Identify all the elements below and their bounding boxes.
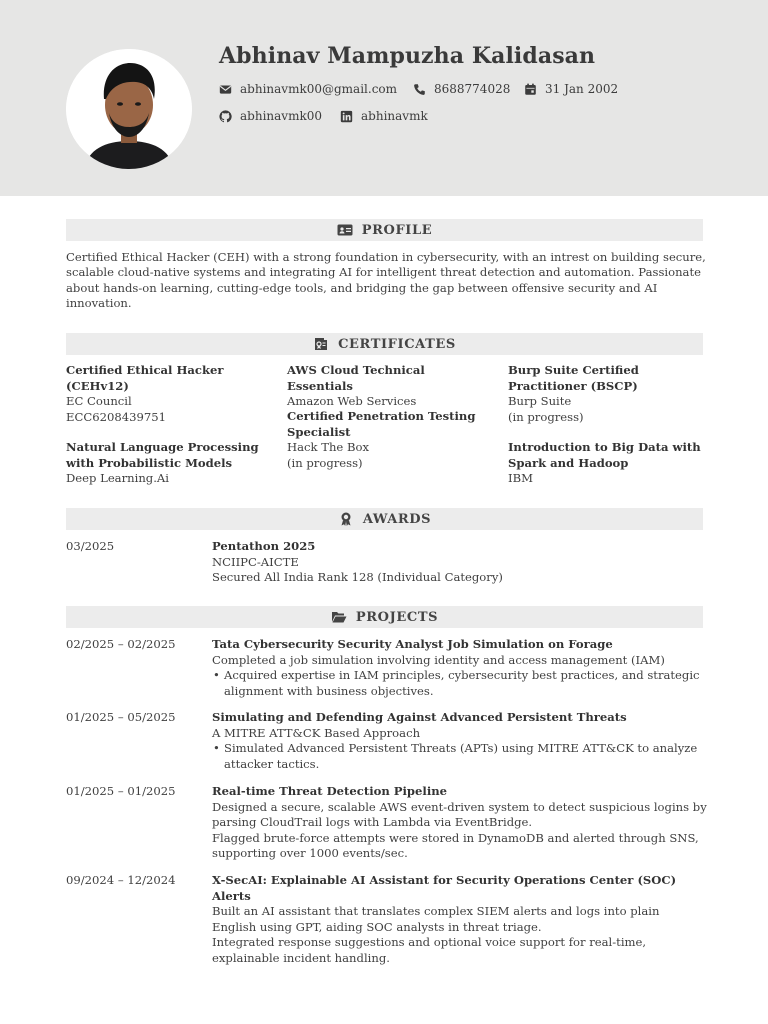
project-entry [212,710,707,772]
awards-section-title: AWARDS [362,511,432,527]
certificate-title: Burp Suite Certified Practitioner (BSCP) [508,363,639,393]
certificate-note: ECC6208439751 [66,409,166,424]
certificate-icon [313,337,329,351]
phone-text: 8688774028 [434,82,511,96]
award-detail: Secured All India Rank 128 (Individual Category) [212,570,503,584]
birthdate-text: 31 Jan 2002 [545,82,619,96]
github-text: abhinavmk00 [240,109,322,123]
calendar-icon [524,83,537,96]
certificate-issuer: EC Council [66,394,132,408]
project-date: 02/2025 – 02/2025 [66,637,176,651]
resume-header [0,0,768,196]
project-title: Real-time Threat Detection Pipeline [212,784,448,798]
project-description: Built an AI assistant that translates complex SIEM alerts and logs into plain English using GPT, aiding SOC analysts in threat triage. [212,904,660,934]
project-bullet: • Acquired expertise in IAM principles, cybersecurity best practices, and strategic alignment with business objectives. [212,668,707,699]
project-description: Flagged brute-force attempts were stored in DynamoDB and alerted through SNS, supporting over 1000 events/sec. [212,830,699,860]
profile-section-title: PROFILE [361,222,433,238]
profile-section-header [66,219,703,241]
project-title: Simulating and Defending Against Advanced Persistent Threats [212,710,627,724]
certificates-section-title: CERTIFICATES [338,336,456,352]
certificate-item [66,440,271,487]
candidate-name: Abhinav Mampuzha Kalidasan [219,43,596,69]
certificate-note: (in progress) [508,409,584,424]
email-contact[interactable] [219,82,397,96]
phone-contact[interactable] [413,82,510,96]
award-date: 03/2025 [66,539,115,553]
certificates-section-header [66,333,703,355]
certificate-issuer: Hack The Box [287,440,370,454]
certificate-title: AWS Cloud Technical Essentials [287,363,425,393]
certificate-item [287,409,492,471]
project-date: 01/2025 – 05/2025 [66,710,176,724]
certificate-title: Certified Penetration Testing Specialist [287,409,476,439]
project-entry [212,873,707,966]
projects-section-title: PROJECTS [355,609,439,625]
project-title: X-SecAI: Explainable AI Assistant for Security Operations Center (SOC) Alerts [212,873,677,903]
certificate-item [508,363,713,425]
award-ribbon-icon [338,512,354,526]
certificate-title: Certified Ethical Hacker (CEHv12) [66,363,224,393]
award-organization: NCIIPC-AICTE [212,554,299,569]
id-card-icon [337,223,353,237]
certificate-issuer: Deep Learning.Ai [66,471,169,485]
project-bullet: • Simulated Advanced Persistent Threats (APTs) using MITRE ATT&CK to analyze attacker tactics. [212,741,707,772]
certificate-item [66,363,271,425]
project-title: Tata Cybersecurity Security Analyst Job Simulation on Forage [212,637,613,651]
certificate-note: (in progress) [287,455,363,470]
profile-photo [66,49,192,169]
email-text: abhinavmk00@gmail.com [240,82,398,96]
certificate-issuer: Burp Suite [508,394,572,408]
certificate-issuer: IBM [508,471,533,485]
awards-section-header [66,508,703,530]
phone-icon [413,83,426,96]
project-entry [212,637,707,699]
profile-summary: Certified Ethical Hacker (CEH) with a strong foundation in cybersecurity, with an intrest on building secure, scalable cloud-native systems and integrating AI for intelligent threat detection and automation. Passionate about hands-on learning, cutting-edge tools, and bridging the gap between offensive security and AI innovation. [66,250,706,311]
certificate-title: Introduction to Big Data with Spark and Hadoop [508,440,701,470]
folder-open-icon [331,610,347,624]
github-icon [219,110,232,123]
certificate-item [508,440,713,487]
linkedin-text: abhinavmk [361,109,428,123]
project-description: Integrated response suggestions and optional voice support for real-time, explainable incident handling. [212,935,647,965]
award-title: Pentathon 2025 [212,539,316,553]
certificate-issuer: Amazon Web Services [287,394,417,408]
project-entry [212,784,707,862]
linkedin-contact[interactable] [340,109,428,123]
project-subtitle: A MITRE ATT&CK Based Approach [212,725,421,740]
project-description: Designed a secure, scalable AWS event-driven system to detect suspicious logins by parsing CloudTrail logs with Lambda via EventBridge. [212,799,707,829]
certificate-item [287,363,492,410]
award-entry [212,539,707,586]
project-subtitle: Completed a job simulation involving identity and access management (IAM) [212,652,665,667]
project-date: 09/2024 – 12/2024 [66,873,176,887]
projects-section-header [66,606,703,628]
birthdate-contact [524,82,618,96]
github-contact[interactable] [219,109,322,123]
linkedin-icon [340,110,353,123]
project-date: 01/2025 – 01/2025 [66,784,176,798]
certificate-title: Natural Language Processing with Probabilistic Models [66,440,259,470]
envelope-icon [219,83,232,96]
